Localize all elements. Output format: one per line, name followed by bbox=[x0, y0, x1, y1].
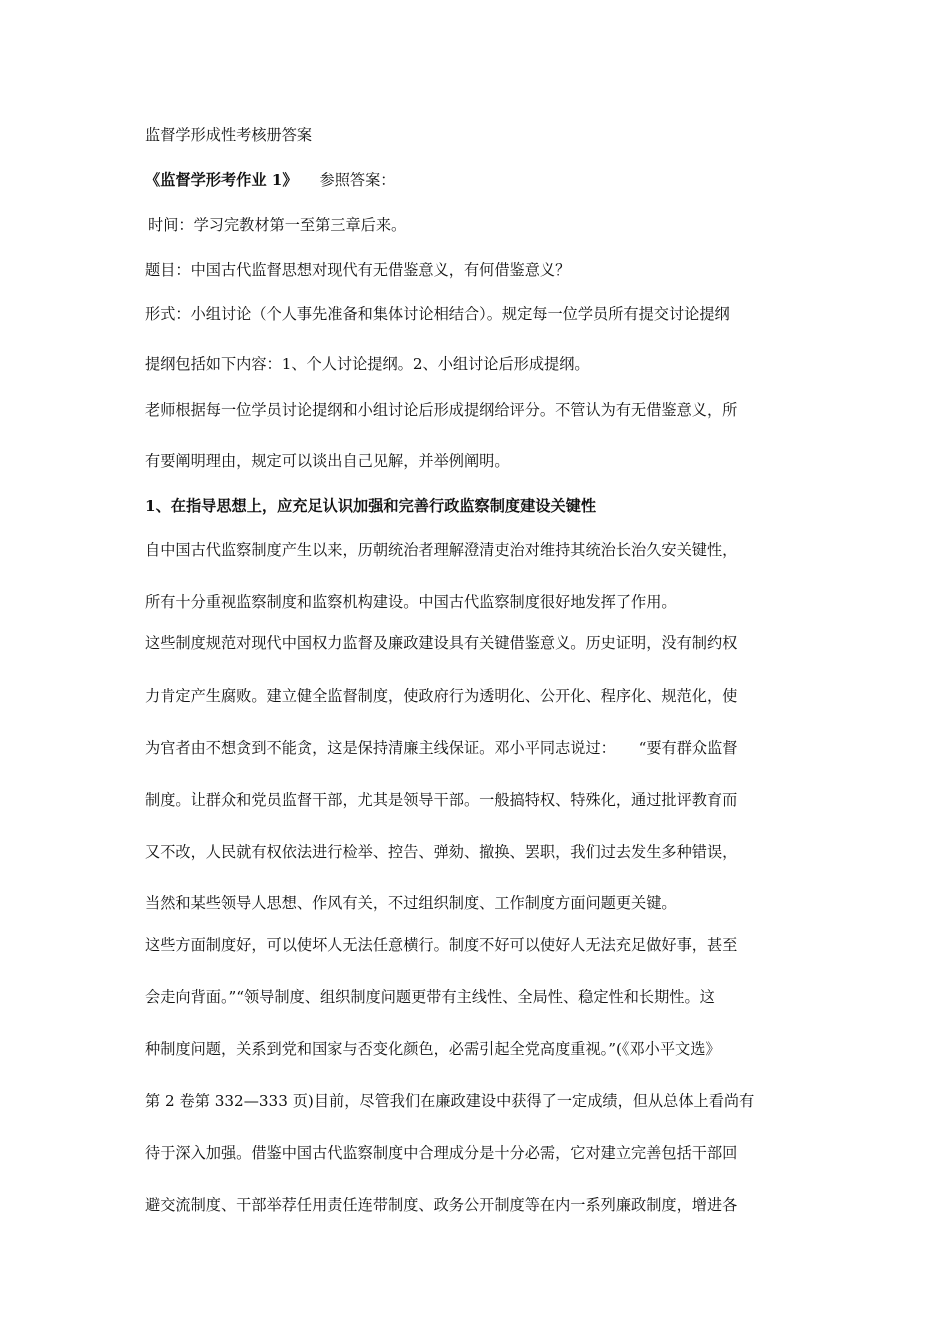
paragraph-line: 又不改，人民就有权依法进行检举、控告、弹劾、撤换、罢职，我们过去发生多种错误， bbox=[145, 843, 738, 861]
topic-line: 题目：中国古代监督思想对现代有无借鉴意义，有何借鉴意义？ bbox=[145, 261, 571, 279]
paragraph-line: 会走向背面。”“领导制度、组织制度问题更带有主线性、全局性、稳定性和长期性。这 bbox=[145, 988, 715, 1006]
document-title: 监督学形成性考核册答案 bbox=[145, 126, 313, 144]
time-line: 时间：学习完教材第一至第三章后来。 bbox=[148, 216, 407, 234]
paragraph-line: 第 2 卷第 332—333 页)目前，尽管我们在廉政建设中获得了一定成绩，但从总体上看尚有 bbox=[145, 1092, 755, 1110]
paragraph-line: 种制度问题，关系到党和国家与否变化颜色，必需引起全党高度重视。”(《邓小平文选》 bbox=[145, 1040, 721, 1058]
assignment-name: 《监督学形考作业 1》 bbox=[145, 171, 298, 189]
paragraph-line: 为官者由不想贪到不能贪，这是保持清廉主线保证。邓小平同志说过： “要有群众监督 bbox=[145, 739, 738, 757]
grading-line: 老师根据每一位学员讨论提纲和小组讨论后形成提纲给评分。不管认为有无借鉴意义，所 bbox=[145, 401, 738, 419]
section1-heading: 1、在指导思想上，应充足认识加强和完善行政监察制度建设关键性 bbox=[145, 497, 597, 515]
paragraph-line: 所有十分重视监察制度和监察机构建设。中国古代监察制度很好地发挥了作用。 bbox=[145, 593, 677, 611]
paragraph-line: 这些方面制度好，可以使坏人无法任意横行。制度不好可以使好人无法充足做好事，甚至 bbox=[145, 936, 738, 954]
form-line: 形式：小组讨论（个人事先准备和集体讨论相结合）。规定每一位学员所有提交讨论提纲 bbox=[145, 305, 730, 323]
paragraph-line: 制度。让群众和党员监督干部，尤其是领导干部。一般搞特权、特殊化，通过批评教育而 bbox=[145, 791, 738, 809]
paragraph-line: 避交流制度、干部举荐任用责任连带制度、政务公开制度等在内一系列廉政制度，增进各 bbox=[145, 1196, 738, 1214]
paragraph-line: 当然和某些领导人思想、作风有关，不过组织制度、工作制度方面问题更关键。 bbox=[145, 894, 677, 912]
form-line: 提纲包括如下内容：1、个人讨论提纲。2、小组讨论后形成提纲。 bbox=[145, 355, 590, 373]
paragraph-line: 力肯定产生腐败。建立健全监督制度，使政府行为透明化、公开化、程序化、规范化，使 bbox=[145, 687, 738, 705]
assignment-heading bbox=[145, 170, 817, 190]
paragraph-line: 待于深入加强。借鉴中国古代监察制度中合理成分是十分必需，它对建立完善包括干部回 bbox=[145, 1144, 738, 1162]
paragraph-line: 自中国古代监察制度产生以来，历朝统治者理解澄清吏治对维持其统治长治久安关键性， bbox=[145, 541, 738, 559]
grading-line: 有要阐明理由，规定可以谈出自己见解，并举例阐明。 bbox=[145, 452, 510, 470]
answer-label: 参照答案： bbox=[319, 171, 396, 189]
paragraph-line: 这些制度规范对现代中国权力监督及廉政建设具有关键借鉴意义。历史证明，没有制约权 bbox=[145, 634, 738, 652]
